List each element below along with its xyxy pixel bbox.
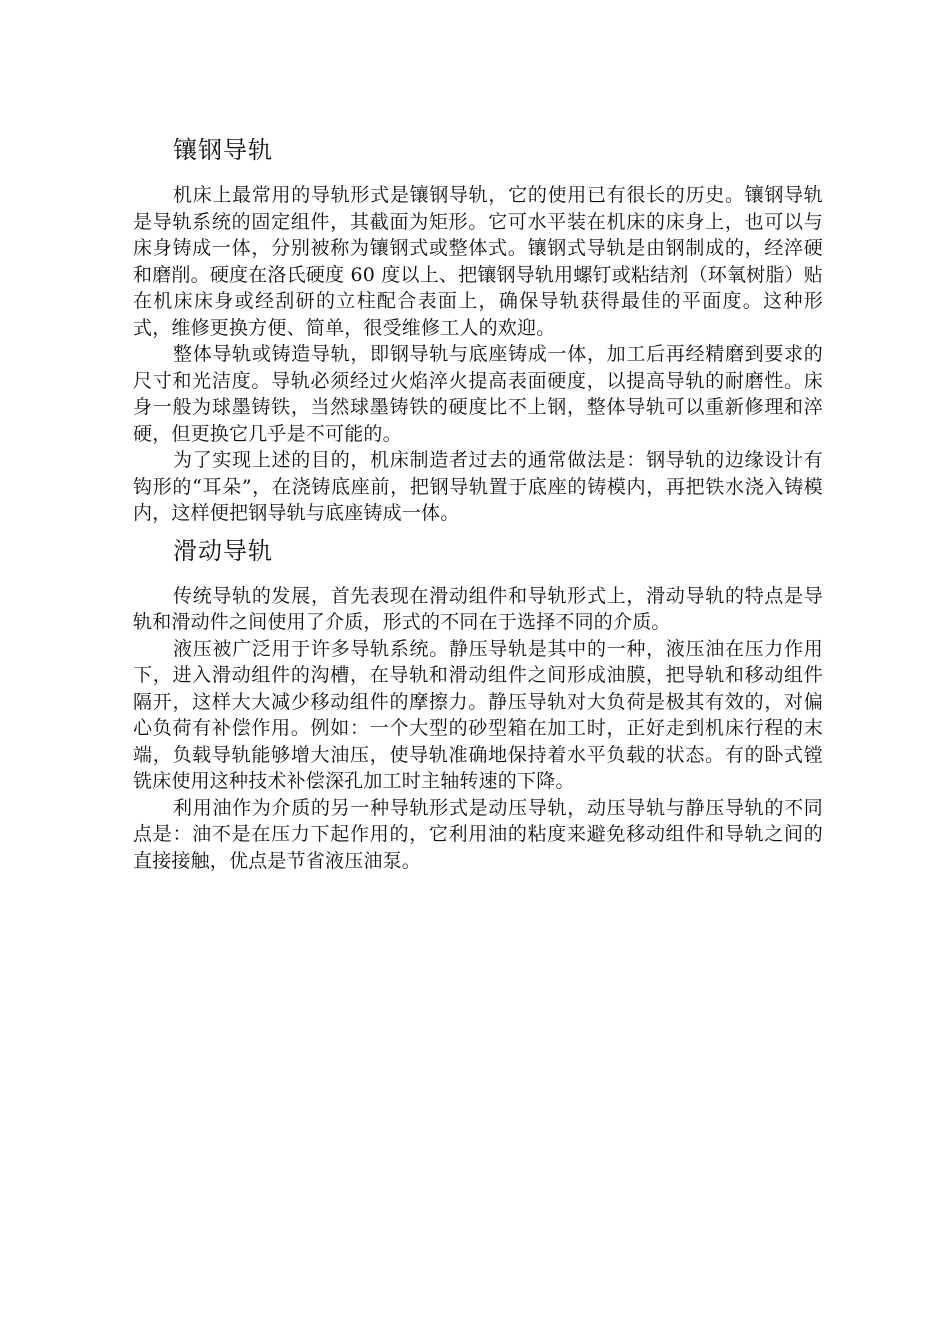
- paragraph: 传统导轨的发展，首先表现在滑动组件和导轨形式上，滑动导轨的特点是导轨和滑动件之间使用了介质，形式的不同在于选择不同的介质。: [133, 584, 823, 633]
- paragraph: 利用油作为介质的另一种导轨形式是动压导轨，动压导轨与静压导轨的不同点是：油不是在压力下起作用的，它利用油的粘度来避免移动组件和导轨之间的直接接触，优点是节省液压油泵。: [133, 796, 823, 872]
- paragraph: 液压被广泛用于许多导轨系统。静压导轨是其中的一种，液压油在压力作用下，进入滑动组件的沟槽，在导轨和滑动组件之间形成油膜，把导轨和移动组件隔开，这样大大减少移动组件的摩擦力。静压导轨对大负荷是极其有效的，对偏心负荷有补偿作用。例如：一个大型的砂型箱在加工时，正好走到机床行程的末端，负载导轨能够增大油压，使导轨准确地保持着水平负载的状态。有的卧式镗铣床使用这种技术补偿深孔加工时主轴转速的下降。: [133, 637, 823, 792]
- section-heading: 滑动导轨: [173, 536, 273, 565]
- section-sliding-guideway: [133, 533, 823, 875]
- document-page: [133, 132, 823, 874]
- paragraph: 机床上最常用的导轨形式是镶钢导轨，它的使用已有很长的历史。镶钢导轨是导轨系统的固定组件，其截面为矩形。它可水平装在机床的床身上，也可以与床身铸成一体，分别被称为镶钢式或整体式。镶钢式导轨是由钢制成的，经淬硬和磨削。硬度在洛氏硬度 60 度以上、把镶钢导轨用螺钉或粘结剂（环氧树脂）贴在机床床身或经刮研的立柱配合表面上，确保导轨获得最佳的平面度。这种形式，维修更换方便、简单，很受维修工人的欢迎。: [133, 184, 823, 339]
- paragraph: 整体导轨或铸造导轨，即钢导轨与底座铸成一体，加工后再经精磨到要求的尺寸和光洁度。导轨必须经过火焰淬火提高表面硬度，以提高导轨的耐磨性。床身一般为球墨铸铁，当然球墨铸铁的硬度比不上钢，整体导轨可以重新修理和淬硬，但更换它几乎是不可能的。: [133, 343, 823, 445]
- section-inlaid-steel-guideway: [133, 132, 823, 527]
- paragraph: 为了实现上述的目的，机床制造者过去的通常做法是：钢导轨的边缘设计有钩形的“耳朵”，在浇铸底座前，把钢导轨置于底座的铸模内，再把铁水浇入铸模内，这样便把钢导轨与底座铸成一体。: [133, 449, 823, 524]
- section-heading: 镶钢导轨: [173, 136, 273, 164]
